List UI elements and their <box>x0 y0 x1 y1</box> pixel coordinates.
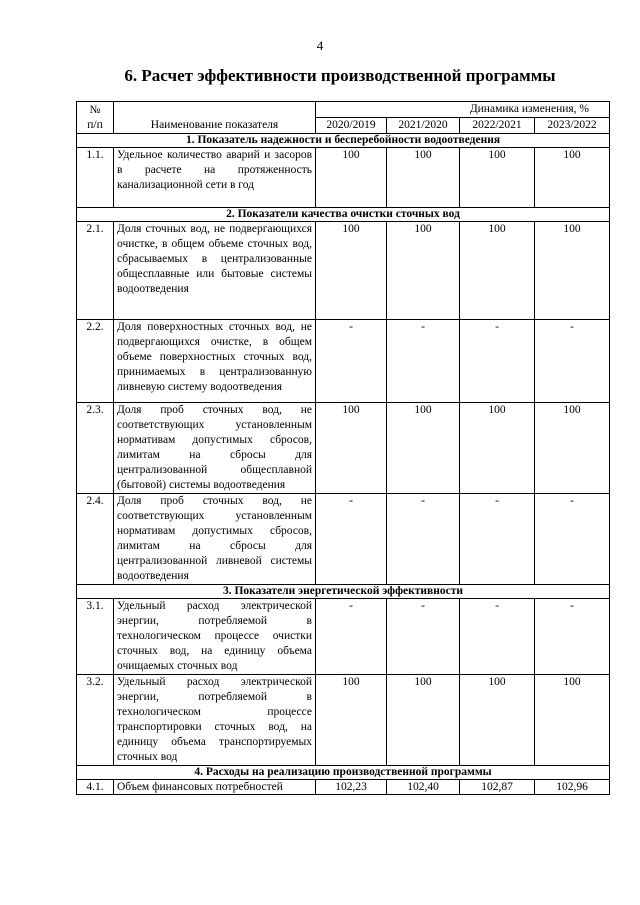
row-name: Удельный расход электрической энергии, потребляемой в технологическом процессе очистки сточных вод, на единицу объема очищаемых сточных вод <box>114 599 316 675</box>
row-value: 100 <box>316 148 387 208</box>
row-value: 100 <box>460 222 535 320</box>
row-value: - <box>535 320 610 403</box>
section-row <box>77 585 610 599</box>
section-row <box>77 208 610 222</box>
section-title: 4. Расходы на реализацию производственной программы <box>77 766 610 780</box>
row-name: Удельный расход электрической энергии, потребляемой в технологическом процессе транспортировки сточных вод, на единицу объема транспортируемых сточных вод <box>114 675 316 766</box>
header-num-line-1: № <box>89 104 101 116</box>
row-value: 102,87 <box>460 780 535 795</box>
row-value: 100 <box>535 222 610 320</box>
row-value: 100 <box>316 675 387 766</box>
row-value: - <box>535 599 610 675</box>
row-value: - <box>316 494 387 585</box>
row-value: - <box>316 599 387 675</box>
row-name: Доля проб сточных вод, не соответствующих установленным нормативам допустимых сбросов, лимитам на сбросы для централизованной ливневой системы водоотведения <box>114 494 316 585</box>
page-title: 6. Расчет эффективности производственной программы <box>124 66 556 85</box>
section-row <box>77 766 610 780</box>
row-value: - <box>316 320 387 403</box>
row-num: 4.1. <box>77 780 114 795</box>
row-value: - <box>460 494 535 585</box>
row-value: 100 <box>316 222 387 320</box>
row-value: 102,23 <box>316 780 387 795</box>
row-value: 100 <box>535 403 610 494</box>
header-row <box>77 102 610 118</box>
row-name: Объем финансовых потребностей <box>114 780 316 795</box>
row-value: 100 <box>387 403 460 494</box>
section-title: 2. Показатели качества очистки сточных вод <box>77 208 610 222</box>
row-value: - <box>387 599 460 675</box>
row-value: - <box>460 599 535 675</box>
header-period: 2020/2019 <box>316 118 387 134</box>
row-value: 100 <box>460 403 535 494</box>
table-row <box>77 599 610 675</box>
efficiency-table <box>76 101 610 795</box>
row-num: 1.1. <box>77 148 114 208</box>
row-name: Доля поверхностных сточных вод, не подвергающихся очистке, в общем объеме поверхностных сточных вод, принимаемых в централизованную ливневую систему водоотведения <box>114 320 316 403</box>
header-num <box>77 102 114 134</box>
row-value: 102,40 <box>387 780 460 795</box>
row-name: Доля сточных вод, не подвергающихся очистке, в общем объеме сточных вод, сбрасываемых в централизованные общесплавные или бытовые системы водоотведения <box>114 222 316 320</box>
header-period: 2021/2020 <box>387 118 460 134</box>
header-dynamics: Динамика изменения, % <box>316 102 610 118</box>
row-value: 100 <box>460 148 535 208</box>
page-number: 4 <box>316 38 324 53</box>
header-num-line-2: п/п <box>87 119 103 131</box>
row-value: 100 <box>535 148 610 208</box>
table-row <box>77 675 610 766</box>
row-num: 3.1. <box>77 599 114 675</box>
table-row <box>77 222 610 320</box>
row-name: Удельное количество аварий и засоров в расчете на протяженность канализационной сети в год <box>114 148 316 208</box>
row-value: - <box>387 494 460 585</box>
row-value: 102,96 <box>535 780 610 795</box>
row-value: 100 <box>316 403 387 494</box>
header-period: 2023/2022 <box>535 118 610 134</box>
table-row <box>77 780 610 795</box>
section-row <box>77 134 610 148</box>
row-value: 100 <box>387 148 460 208</box>
table-row <box>77 148 610 208</box>
row-num: 2.3. <box>77 403 114 494</box>
row-num: 2.4. <box>77 494 114 585</box>
table-row <box>77 320 610 403</box>
row-value: 100 <box>387 222 460 320</box>
row-value: 100 <box>535 675 610 766</box>
row-value: - <box>387 320 460 403</box>
section-title: 3. Показатели энергетической эффективности <box>77 585 610 599</box>
row-num: 3.2. <box>77 675 114 766</box>
table-row <box>77 403 610 494</box>
section-title: 1. Показатель надежности и бесперебойности водоотведения <box>77 134 610 148</box>
header-name: Наименование показателя <box>114 102 316 134</box>
table-row <box>77 494 610 585</box>
row-num: 2.1. <box>77 222 114 320</box>
row-value: 100 <box>460 675 535 766</box>
row-value: - <box>535 494 610 585</box>
header-period: 2022/2021 <box>460 118 535 134</box>
row-value: - <box>460 320 535 403</box>
row-value: 100 <box>387 675 460 766</box>
row-name: Доля проб сточных вод, не соответствующих установленным нормативам допустимых сбросов, лимитам на сбросы для централизованной общесплавной (бытовой) системы водоотведения <box>114 403 316 494</box>
row-num: 2.2. <box>77 320 114 403</box>
